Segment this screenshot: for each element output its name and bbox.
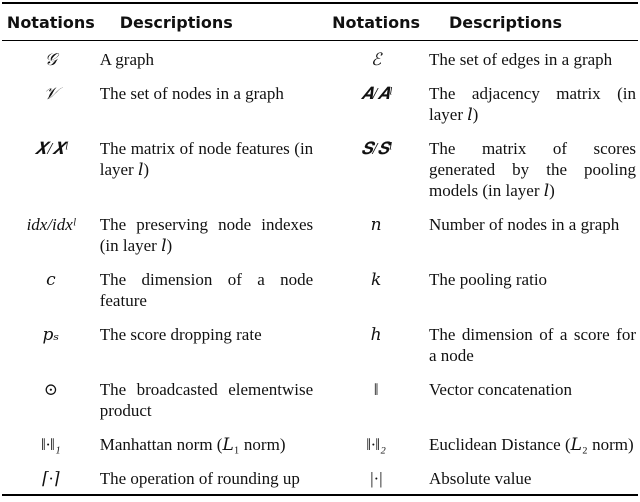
table-row bbox=[2, 75, 638, 130]
notation: 𝑘 bbox=[370, 270, 382, 289]
notation: ℰ bbox=[370, 50, 382, 69]
description: The dimension of a score for a node bbox=[429, 325, 636, 365]
description: The matrix of scores generated by the pooling models (in layer 𝑙) bbox=[429, 139, 636, 200]
description: Euclidean Distance (𝐿₂ norm) bbox=[429, 435, 634, 454]
table-row bbox=[2, 41, 638, 76]
table-row bbox=[2, 460, 638, 495]
description: The score dropping rate bbox=[99, 325, 262, 344]
notation: ‖ bbox=[373, 380, 379, 399]
notation: 𝒢 bbox=[44, 50, 57, 69]
notation: idx/idxˡ bbox=[26, 215, 76, 234]
table-row bbox=[2, 371, 638, 426]
description: The set of edges in a graph bbox=[429, 50, 613, 69]
notation: 𝑺/𝑺ˡ bbox=[360, 139, 392, 158]
table-row bbox=[2, 426, 638, 460]
header-notations-1: Notations bbox=[2, 3, 100, 41]
notation: 𝒱 bbox=[43, 84, 58, 103]
header-row bbox=[2, 3, 638, 41]
notation: ⌈·⌉ bbox=[42, 469, 60, 488]
notation: ‖·‖₁ bbox=[41, 435, 61, 454]
notation: 𝑛 bbox=[370, 215, 382, 234]
description: The operation of rounding up bbox=[99, 469, 300, 488]
description: The adjacency matrix (in layer 𝑙) bbox=[429, 84, 636, 124]
notation: |·| bbox=[369, 469, 383, 488]
table-row bbox=[2, 316, 638, 371]
description: Number of nodes in a graph bbox=[429, 215, 620, 234]
table-row bbox=[2, 130, 638, 206]
description: The pooling ratio bbox=[429, 270, 548, 289]
description: The broadcasted elementwise product bbox=[99, 380, 314, 420]
description: The preserving node indexes (in layer 𝑙) bbox=[99, 215, 314, 255]
notation: 𝑨/𝑨ˡ bbox=[360, 84, 392, 103]
notation: ℎ bbox=[370, 325, 382, 344]
description: The dimension of a node feature bbox=[99, 270, 314, 310]
notation-table bbox=[2, 2, 638, 496]
notation: ‖·‖₂ bbox=[366, 435, 386, 454]
description: Manhattan norm (𝐿₁ norm) bbox=[99, 435, 286, 454]
header-descriptions-1: Descriptions bbox=[100, 3, 323, 41]
table-row bbox=[2, 206, 638, 261]
notation: 𝑿/𝑿ˡ bbox=[34, 139, 68, 158]
description: The set of nodes in a graph bbox=[99, 84, 284, 103]
header-notations-2: Notations bbox=[323, 3, 429, 41]
description: A graph bbox=[99, 50, 155, 69]
header-descriptions-2: Descriptions bbox=[429, 3, 638, 41]
description: Vector concatenation bbox=[429, 380, 573, 399]
description: The matrix of node features (in layer 𝑙) bbox=[99, 139, 314, 179]
description: Absolute value bbox=[429, 469, 532, 488]
table-row bbox=[2, 261, 638, 316]
notation: 𝑐 bbox=[46, 270, 56, 289]
notation: ⊙ bbox=[43, 380, 58, 399]
notation: 𝑝ₛ bbox=[42, 325, 60, 344]
